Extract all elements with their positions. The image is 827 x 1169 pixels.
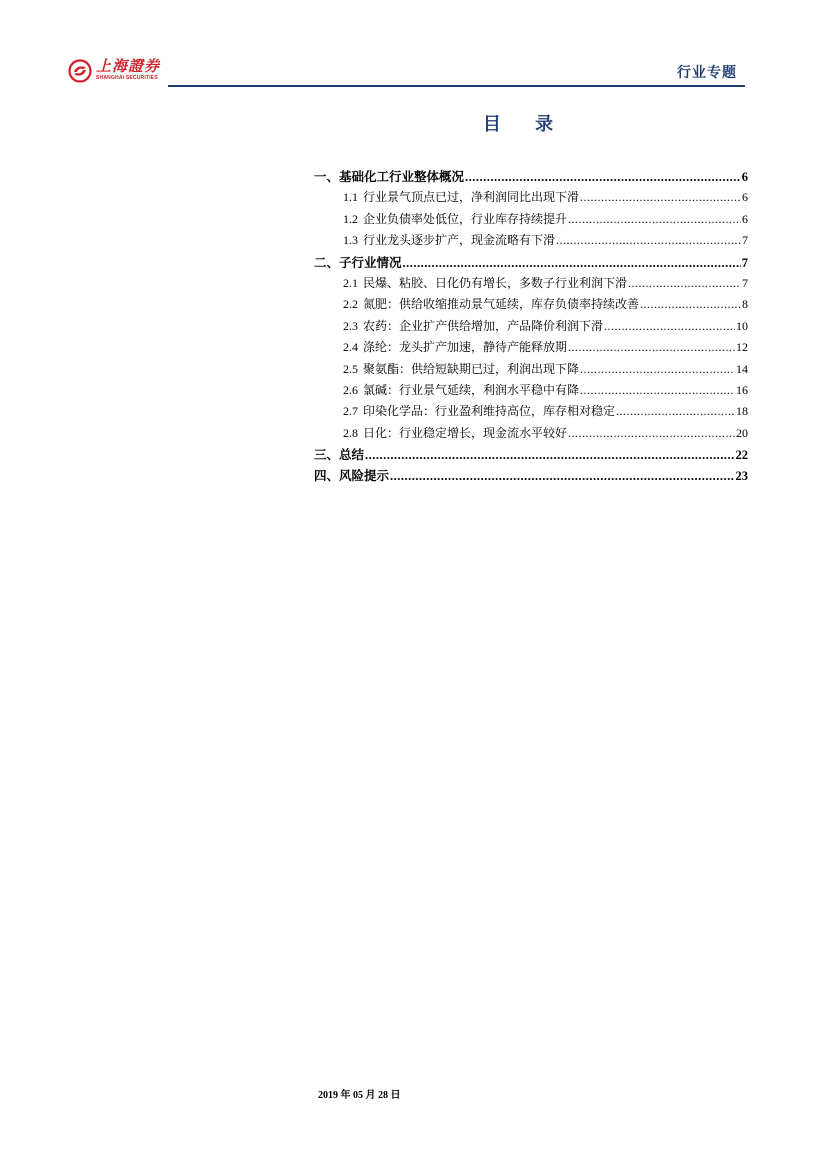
toc-entry[interactable] bbox=[314, 294, 748, 315]
logo-english-name: SHANGHAI SECURITIES bbox=[96, 75, 158, 81]
toc-entry-title: 行业龙头逐步扩产，现金流略有下滑 bbox=[363, 233, 556, 248]
toc-entry-title: 氯碱：行业景气延续，利润水平稳中有降 bbox=[363, 382, 580, 397]
toc-leader-dots bbox=[628, 273, 741, 294]
toc-leader-dots bbox=[465, 167, 741, 187]
toc-entry-title: 风险提示 bbox=[339, 468, 390, 484]
toc-entry-number: 1.1 bbox=[343, 190, 358, 205]
header-divider bbox=[168, 85, 745, 87]
toc-entry-page: 23 bbox=[735, 469, 748, 484]
toc-entry-page: 6 bbox=[742, 190, 748, 205]
toc-entry-number: 1.2 bbox=[343, 211, 358, 226]
toc-entry-number: 2.5 bbox=[343, 361, 358, 376]
toc-entry-title: 涤纶：龙头扩产加速，静待产能释放期 bbox=[363, 340, 568, 355]
toc-entry-title: 聚氨酯：供给短缺期已过，利润出现下降 bbox=[363, 361, 580, 376]
toc-entry-page: 6 bbox=[741, 170, 748, 184]
toc-entry-title: 基础化工行业整体概况 bbox=[339, 169, 465, 184]
toc-entry-page: 7 bbox=[741, 255, 748, 270]
toc-entry[interactable] bbox=[314, 316, 748, 337]
toc-entry-number: 二、 bbox=[314, 254, 340, 270]
toc-entry-number: 2.1 bbox=[343, 275, 358, 290]
toc-entry-page: 12 bbox=[736, 340, 748, 355]
toc-entry[interactable] bbox=[314, 423, 748, 444]
toc-leader-dots bbox=[604, 316, 735, 337]
toc-entry-title: 民爆、粘胶、日化仍有增长，多数子行业利润下滑 bbox=[363, 275, 628, 290]
toc-leader-dots bbox=[580, 380, 735, 401]
section-title: 行业专题 bbox=[677, 65, 737, 81]
toc-entry[interactable] bbox=[314, 230, 748, 251]
toc-entry[interactable] bbox=[314, 273, 748, 294]
toc-entry-number: 2.8 bbox=[343, 425, 358, 440]
toc-leader-dots bbox=[568, 423, 735, 444]
company-logo bbox=[68, 58, 160, 88]
toc-leader-dots bbox=[556, 230, 741, 251]
toc-leader-dots bbox=[365, 445, 734, 465]
toc-leader-dots bbox=[568, 209, 741, 230]
toc-entry-number: 2.6 bbox=[343, 382, 358, 397]
toc-entry-number: 四、 bbox=[314, 468, 340, 484]
toc-entry-title: 企业负债率处低位，行业库存持续提升 bbox=[363, 211, 568, 226]
toc-entry-page: 8 bbox=[742, 297, 748, 312]
toc-entry-page: 18 bbox=[736, 404, 748, 419]
toc-entry[interactable] bbox=[314, 187, 748, 208]
toc-leader-dots bbox=[403, 253, 741, 273]
toc-heading: 目 录 bbox=[482, 114, 568, 135]
toc-entry-title: 农药：企业扩产供给增加，产品降价利润下滑 bbox=[363, 318, 604, 333]
toc-leader-dots bbox=[580, 359, 735, 380]
toc-leader-dots bbox=[568, 337, 735, 358]
toc-entry-number: 2.7 bbox=[343, 404, 358, 419]
toc-entry-number: 2.2 bbox=[343, 297, 358, 312]
toc-entry-title: 总结 bbox=[339, 447, 365, 463]
toc-entry-number: 三、 bbox=[314, 447, 340, 463]
toc-entry-page: 20 bbox=[736, 425, 748, 440]
toc-entry-page: 10 bbox=[736, 318, 748, 333]
logo-chinese-name: 上海證券 bbox=[96, 57, 161, 75]
page-header bbox=[68, 58, 745, 92]
toc-entry-page: 7 bbox=[742, 233, 748, 248]
toc-entry[interactable] bbox=[314, 465, 748, 486]
toc-entry[interactable] bbox=[314, 359, 748, 380]
toc-entry-title: 印染化学品：行业盈利维持高位，库存相对稳定 bbox=[363, 404, 616, 419]
toc-entry[interactable] bbox=[314, 337, 748, 358]
table-of-contents bbox=[314, 166, 748, 487]
toc-entry[interactable] bbox=[314, 444, 748, 465]
toc-entry-page: 6 bbox=[742, 211, 748, 226]
toc-leader-dots bbox=[640, 294, 741, 315]
toc-entry[interactable] bbox=[314, 166, 748, 187]
toc-entry-page: 14 bbox=[736, 361, 748, 376]
toc-entry-number: 2.3 bbox=[343, 318, 358, 333]
toc-entry-page: 7 bbox=[742, 275, 748, 290]
report-date: 2019 年 05 月 28 日 bbox=[318, 1090, 401, 1101]
toc-leader-dots bbox=[580, 187, 741, 208]
toc-entry[interactable] bbox=[314, 401, 748, 422]
toc-entry-page: 22 bbox=[735, 448, 748, 463]
toc-entry-title: 行业景气顶点已过，净利润同比出现下滑 bbox=[363, 190, 580, 205]
toc-entry-page: 16 bbox=[736, 382, 748, 397]
toc-entry-number: 1.3 bbox=[343, 233, 358, 248]
logo-emblem-icon bbox=[68, 59, 92, 83]
toc-entry-number: 2.4 bbox=[343, 340, 358, 355]
toc-entry[interactable] bbox=[314, 252, 748, 273]
toc-entry-number: 一、 bbox=[314, 169, 340, 184]
toc-leader-dots bbox=[616, 401, 735, 422]
toc-entry-title: 氮肥：供给收缩推动景气延续，库存负债率持续改善 bbox=[363, 297, 640, 312]
toc-entry-title: 日化：行业稳定增长，现金流水平较好 bbox=[363, 425, 568, 440]
toc-entry[interactable] bbox=[314, 209, 748, 230]
toc-entry[interactable] bbox=[314, 380, 748, 401]
toc-entry-title: 子行业情况 bbox=[339, 254, 402, 270]
toc-leader-dots bbox=[390, 466, 734, 486]
